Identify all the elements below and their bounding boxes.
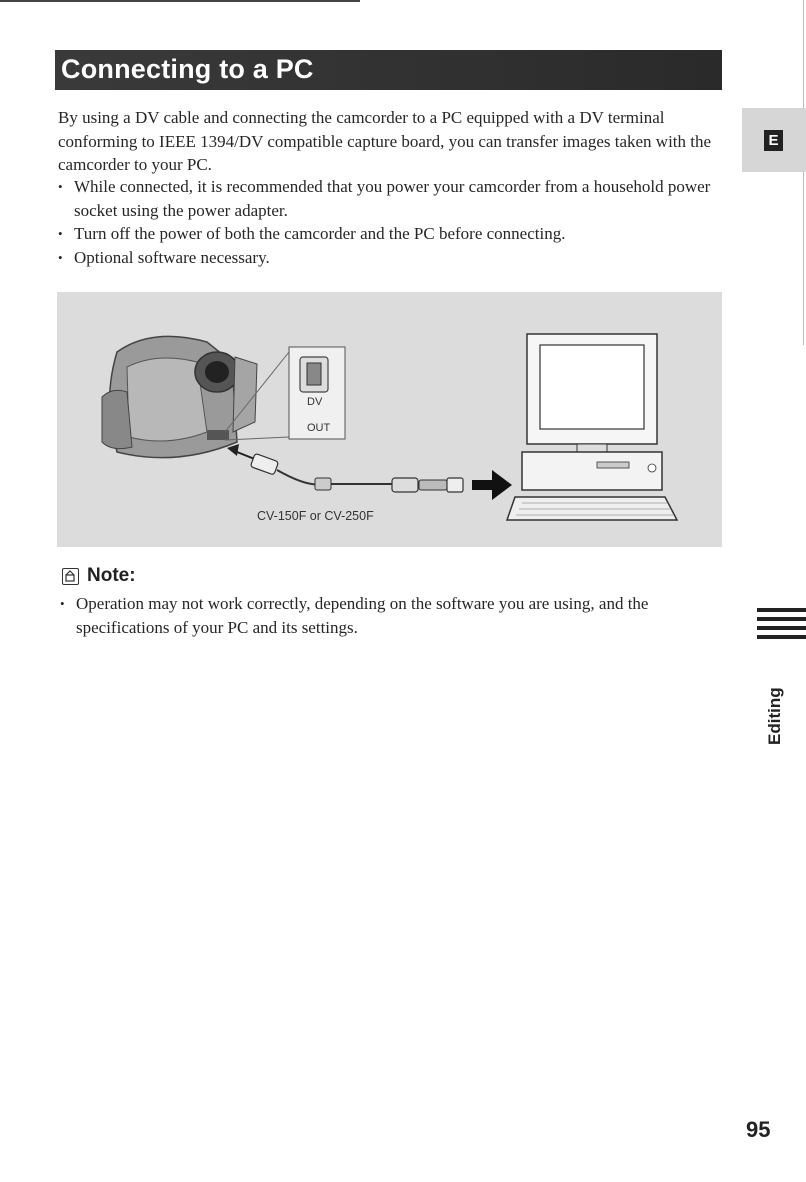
page-number: 95 — [746, 1117, 771, 1142]
top-rule — [0, 0, 360, 2]
bullet-item-power: • While connected, it is recommended that you power your camcorder from a household power socket using the power adapter. — [58, 175, 723, 222]
bullet-item-turn-off: • Turn off the power of both the camcorder and the PC before connecting. — [58, 222, 723, 246]
pc-illustration — [507, 334, 677, 520]
port-label-out: OUT — [307, 422, 331, 434]
note-list — [60, 592, 710, 639]
note-title: Note: — [87, 565, 136, 586]
intro-paragraph: By using a DV cable and connecting the camcorder to a PC equipped with a DV terminal conforming to IEEE 1394/DV compatible capture board, you can transfer images taken with the camcorder to your PC. — [58, 108, 712, 174]
note-heading — [62, 565, 136, 587]
connection-illustration — [57, 292, 722, 547]
right-edge-rule — [803, 0, 804, 345]
note-icon — [62, 568, 79, 585]
connection-diagram — [57, 292, 722, 547]
cable-model-label: CV-150F or CV-250F — [257, 509, 374, 523]
bullet-list — [58, 175, 723, 269]
language-tab — [742, 108, 806, 172]
dv-cable — [227, 444, 463, 492]
section-label: Editing — [765, 687, 784, 745]
transfer-arrow-icon — [472, 470, 512, 500]
page-title: Connecting to a PC — [61, 54, 314, 84]
bullet-item-software: • Optional software necessary. — [58, 246, 723, 270]
language-tab-letter: E — [764, 130, 783, 151]
section-marker-lines — [757, 608, 806, 644]
title-bar — [55, 50, 722, 90]
port-label-dv: DV — [307, 396, 323, 408]
note-item: • Operation may not work correctly, depending on the software you are using, and the specifications of your PC and its settings. — [60, 592, 710, 639]
